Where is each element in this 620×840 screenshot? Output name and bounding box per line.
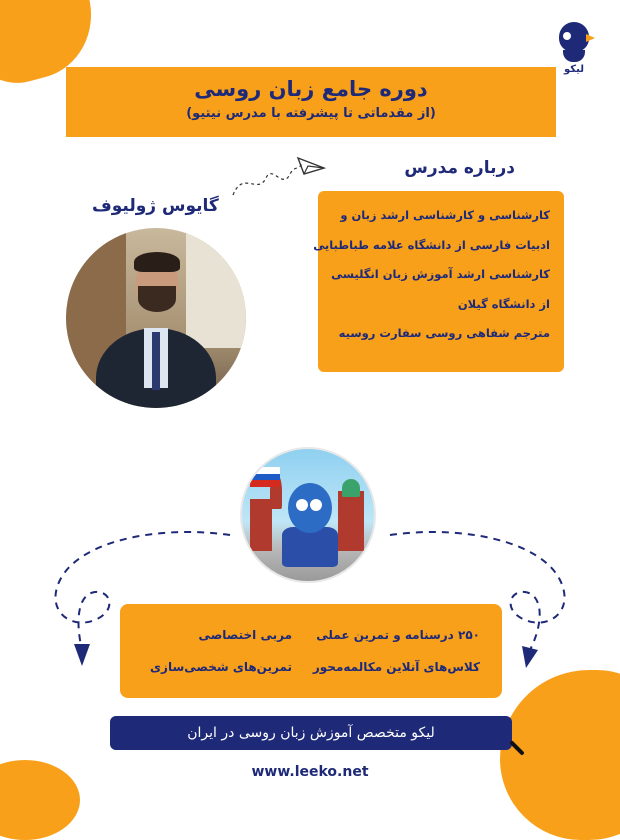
leeko-logo-icon (554, 18, 594, 80)
about-line: ادبیات فارسی از دانشگاه علامه طباطبایی (313, 237, 550, 252)
paper-plane-icon (228, 140, 328, 200)
page-subtitle: (از مقدماتی تا پیشرفته با مدرس نیتیو) (186, 106, 436, 121)
about-teacher-box (313, 191, 564, 372)
feature-item: تمرین‌های شخصی‌سازی (150, 660, 292, 674)
about-teacher-heading: درباره مدرس (404, 158, 515, 178)
russian-flag-icon (250, 467, 280, 487)
about-line: کارشناسی و کارشناسی ارشد زبان و (340, 208, 550, 222)
decor-blob-bottom-right (500, 670, 620, 840)
page-title: دوره جامع زبان روسی (194, 77, 428, 101)
teacher-photo (66, 228, 246, 408)
about-line: از دانشگاه گیلان (457, 296, 550, 311)
feature-item: مربی اختصاصی (198, 628, 292, 642)
logo-text: لیکو (564, 64, 584, 75)
about-line: مترجم شفاهی روسی سفارت روسیه (338, 326, 550, 340)
features-box (120, 604, 502, 698)
teacher-name: گایوس ژولیوف (92, 196, 219, 216)
feature-item: کلاس‌های آنلاین مکالمه‌محور (312, 660, 480, 674)
feature-item: ۲۵۰ درسنامه و تمرین عملی (316, 628, 480, 642)
slogan-bar: لیکو متخصص آموزش زبان روسی در ایران (110, 716, 512, 750)
about-line: کارشناسی ارشد آموزش زبان انگلیسی (331, 267, 550, 281)
title-banner (66, 67, 556, 137)
website-link[interactable]: www.leeko.net (251, 764, 369, 780)
mascot-illustration (240, 447, 376, 583)
